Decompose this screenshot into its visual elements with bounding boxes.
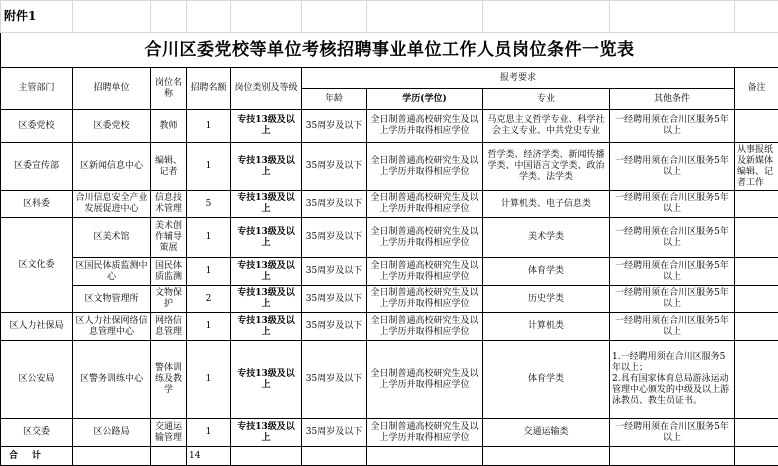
cell-quota: 1 xyxy=(187,258,231,286)
table-row xyxy=(1,313,778,341)
total-label: 合计 xyxy=(1,447,73,466)
cell-other: 一经聘用须在合川区服务5年以上 xyxy=(610,313,735,341)
annex-row xyxy=(1,1,778,33)
cell-education: 全日制普通高校研究生及以上学历并取得相应学位 xyxy=(367,419,483,447)
cell-unit: 区文物管理所 xyxy=(73,286,151,313)
cell-major: 马克思主义哲学专业、科学社会主义专业、中共党史专业 xyxy=(483,110,610,143)
table-row xyxy=(1,258,778,286)
cell-unit: 区新闻信息中心 xyxy=(73,143,151,191)
cell-other: 1.一经聘用须在合川区服务5年以上； 2.具有国家体育总局游泳运动管理中心颁发的中级及以上游泳教员、教生员证书。 xyxy=(610,341,735,419)
cell-remark xyxy=(735,313,778,341)
annex-label: 附件1 xyxy=(1,1,73,33)
table-row xyxy=(1,218,778,258)
cell-post: 网络信息管理 xyxy=(151,313,187,341)
cell-quota: 5 xyxy=(187,191,231,218)
cell-other: 一经聘用须在合川区服务5年以上 xyxy=(610,191,735,218)
table-row xyxy=(1,419,778,447)
cell-department: 区委党校 xyxy=(1,110,73,143)
cell-department: 区公安局 xyxy=(1,341,73,419)
table-row xyxy=(1,110,778,143)
cell-remark xyxy=(735,191,778,218)
table-row xyxy=(1,341,778,419)
page-title: 合川区委党校等单位考核招聘事业单位工作人员岗位条件一览表 xyxy=(1,33,778,68)
cell-unit: 区人力社保网络信息管理中心 xyxy=(73,313,151,341)
cell-department: 区人力社保局 xyxy=(1,313,73,341)
cell-remark xyxy=(735,258,778,286)
cell-unit: 区警务训练中心 xyxy=(73,341,151,419)
cell-post: 教师 xyxy=(151,110,187,143)
cell-remark xyxy=(735,286,778,313)
cell-category: 专技13级及以上 xyxy=(231,258,302,286)
cell-category: 专技13级及以上 xyxy=(231,110,302,143)
cell-quota: 1 xyxy=(187,218,231,258)
cell-quota: 1 xyxy=(187,143,231,191)
cell-other: 一经聘用须在合川区服务5年以上 xyxy=(610,258,735,286)
cell-post: 国民体质监测 xyxy=(151,258,187,286)
cell-age: 35周岁及以下 xyxy=(302,191,367,218)
total-row xyxy=(1,447,778,466)
cell-category: 专技13级及以上 xyxy=(231,313,302,341)
header-education: 学历(学位) xyxy=(367,89,483,110)
cell-major: 交通运输类 xyxy=(483,419,610,447)
title-row xyxy=(1,33,778,68)
cell-other: 一经聘用须在合川区服务5年以上 xyxy=(610,419,735,447)
cell-post: 编辑、记者 xyxy=(151,143,187,191)
cell-category: 专技13级及以上 xyxy=(231,218,302,258)
header-remark: 备注 xyxy=(735,68,778,110)
cell-age: 35周岁及以下 xyxy=(302,341,367,419)
cell-education: 全日制普通高校研究生及以上学历并取得相应学位 xyxy=(367,143,483,191)
header-quota: 招聘名额 xyxy=(187,68,231,110)
header-category: 岗位类别及等级 xyxy=(231,68,302,110)
cell-major: 历史学类 xyxy=(483,286,610,313)
header-other: 其他条件 xyxy=(610,89,735,110)
cell-quota: 1 xyxy=(187,341,231,419)
header-unit: 招聘单位 xyxy=(73,68,151,110)
cell-major: 哲学类、经济学类、新闻传播学类、中国语言文学类、政治学类、法学类 xyxy=(483,143,610,191)
cell-age: 35周岁及以下 xyxy=(302,218,367,258)
cell-remark xyxy=(735,419,778,447)
cell-department: 区文化委 xyxy=(1,218,73,313)
cell-education: 全日制普通高校研究生及以上学历并取得相应学位 xyxy=(367,110,483,143)
cell-other: 一经聘用须在合川区服务5年以上 xyxy=(610,110,735,143)
cell-remark: 从事报纸及新媒体编辑、记者工作 xyxy=(735,143,778,191)
cell-remark xyxy=(735,110,778,143)
cell-post: 文物保护 xyxy=(151,286,187,313)
cell-education: 全日制普通高校研究生及以上学历并取得相应学位 xyxy=(367,218,483,258)
cell-age: 35周岁及以下 xyxy=(302,419,367,447)
cell-category: 专技13级及以上 xyxy=(231,286,302,313)
cell-unit: 区委党校 xyxy=(73,110,151,143)
cell-age: 35周岁及以下 xyxy=(302,110,367,143)
cell-age: 35周岁及以下 xyxy=(302,143,367,191)
cell-major: 计算机类、电子信息类 xyxy=(483,191,610,218)
cell-category: 专技13级及以上 xyxy=(231,143,302,191)
table-row xyxy=(1,191,778,218)
header-major: 专业 xyxy=(483,89,610,110)
total-value: 14 xyxy=(187,447,231,466)
header-post-name: 岗位名称 xyxy=(151,68,187,110)
cell-education: 全日制普通高校研究生及以上学历并取得相应学位 xyxy=(367,313,483,341)
cell-age: 35周岁及以下 xyxy=(302,286,367,313)
cell-age: 35周岁及以下 xyxy=(302,313,367,341)
cell-unit: 区国民体质监测中心 xyxy=(73,258,151,286)
cell-major: 计算机类 xyxy=(483,313,610,341)
cell-age: 35周岁及以下 xyxy=(302,258,367,286)
cell-category: 专技13级及以上 xyxy=(231,419,302,447)
cell-quota: 1 xyxy=(187,419,231,447)
cell-education: 全日制普通高校研究生及以上学历并取得相应学位 xyxy=(367,191,483,218)
cell-remark xyxy=(735,341,778,419)
cell-quota: 2 xyxy=(187,286,231,313)
header-department: 主管部门 xyxy=(1,68,73,110)
cell-post: 信息技术管理 xyxy=(151,191,187,218)
cell-education: 全日制普通高校研究生及以上学历并取得相应学位 xyxy=(367,286,483,313)
cell-remark xyxy=(735,218,778,258)
cell-department: 区委宣传部 xyxy=(1,143,73,191)
cell-department: 区交委 xyxy=(1,419,73,447)
cell-department: 区科委 xyxy=(1,191,73,218)
cell-category: 专技13级及以上 xyxy=(231,191,302,218)
cell-post: 美术创作辅导策展 xyxy=(151,218,187,258)
cell-post: 警体训练及教学 xyxy=(151,341,187,419)
table-row xyxy=(1,143,778,191)
cell-major: 体育学类 xyxy=(483,341,610,419)
cell-other: 一经聘用须在合川区服务5年以上 xyxy=(610,286,735,313)
cell-unit: 合川信息安全产业发展促进中心 xyxy=(73,191,151,218)
cell-other: 一经聘用须在合川区服务5年以上 xyxy=(610,143,735,191)
header-row-1 xyxy=(1,68,778,89)
cell-major: 美术学类 xyxy=(483,218,610,258)
cell-major: 体育学类 xyxy=(483,258,610,286)
header-requirements: 报考要求 xyxy=(302,68,735,89)
cell-quota: 1 xyxy=(187,313,231,341)
table-row xyxy=(1,286,778,313)
cell-unit: 区公路局 xyxy=(73,419,151,447)
cell-category: 专技13级及以上 xyxy=(231,341,302,419)
cell-unit: 区美术馆 xyxy=(73,218,151,258)
cell-other: 一经聘用须在合川区服务5年以上 xyxy=(610,218,735,258)
cell-post: 交通运输管理 xyxy=(151,419,187,447)
cell-quota: 1 xyxy=(187,110,231,143)
cell-education: 全日制普通高校研究生及以上学历并取得相应学位 xyxy=(367,258,483,286)
header-age: 年龄 xyxy=(302,89,367,110)
cell-education: 全日制普通高校研究生及以上学历并取得相应学位 xyxy=(367,341,483,419)
